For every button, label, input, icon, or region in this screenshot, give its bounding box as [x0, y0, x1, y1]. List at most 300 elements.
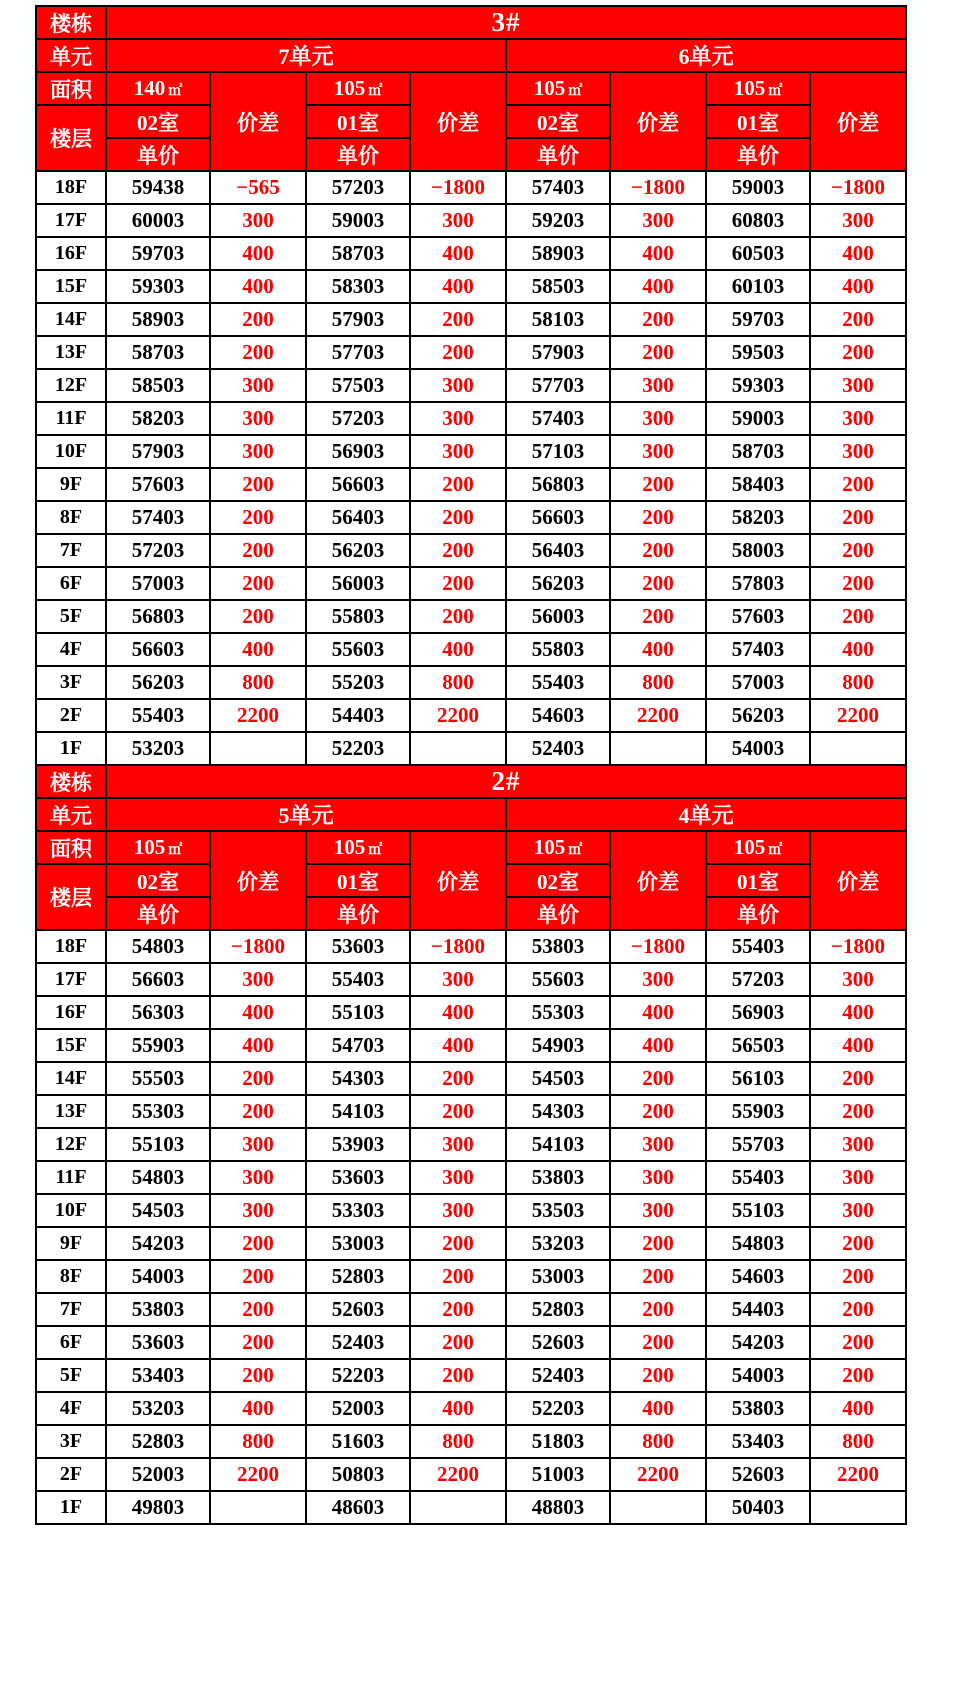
- diff-cell: [810, 732, 906, 765]
- diff-cell: 200: [810, 1095, 906, 1128]
- diff-cell: [810, 1491, 906, 1524]
- table-row: [36, 996, 906, 1029]
- diff-cell: [610, 732, 706, 765]
- price-cell: 52603: [306, 1293, 410, 1326]
- price-cell: 58903: [106, 303, 210, 336]
- floor-cell: 17F: [36, 204, 106, 237]
- price-cell: 55603: [306, 633, 410, 666]
- price-cell: 53203: [106, 1392, 210, 1425]
- diff-cell: 300: [810, 435, 906, 468]
- price-cell: 50803: [306, 1458, 410, 1491]
- table-row: [36, 369, 906, 402]
- price-diff-header-cell: 价差: [210, 72, 306, 171]
- diff-cell: 200: [610, 1293, 706, 1326]
- price-cell: 52803: [306, 1260, 410, 1293]
- price-cell: 52403: [306, 1326, 410, 1359]
- price-cell: 58503: [506, 270, 610, 303]
- unit-header-row: [36, 39, 906, 72]
- price-cell: 53803: [106, 1293, 210, 1326]
- diff-cell: 400: [410, 633, 506, 666]
- floor-cell: 5F: [36, 1359, 106, 1392]
- diff-cell: 200: [810, 1062, 906, 1095]
- price-cell: 56903: [306, 435, 410, 468]
- room-number-cell: 02室: [506, 864, 610, 897]
- price-cell: 53203: [106, 732, 210, 765]
- price-cell: 55803: [306, 600, 410, 633]
- price-cell: 55703: [706, 1128, 810, 1161]
- price-cell: 53903: [306, 1128, 410, 1161]
- floor-cell: 1F: [36, 732, 106, 765]
- price-cell: 56603: [106, 633, 210, 666]
- diff-cell: 200: [810, 1260, 906, 1293]
- diff-cell: 200: [410, 1062, 506, 1095]
- price-cell: 56503: [706, 1029, 810, 1062]
- unit-price-label-cell: 单价: [706, 897, 810, 930]
- price-cell: 54703: [306, 1029, 410, 1062]
- diff-cell: 800: [210, 666, 306, 699]
- diff-cell: 300: [210, 204, 306, 237]
- price-cell: 57903: [506, 336, 610, 369]
- diff-cell: 400: [410, 1029, 506, 1062]
- diff-cell: 200: [210, 303, 306, 336]
- price-cell: 54303: [506, 1095, 610, 1128]
- diff-cell: 300: [210, 1161, 306, 1194]
- price-cell: 56403: [506, 534, 610, 567]
- price-cell: 60503: [706, 237, 810, 270]
- price-cell: 52003: [106, 1458, 210, 1491]
- price-diff-header-cell: 价差: [810, 831, 906, 930]
- diff-cell: 2200: [810, 699, 906, 732]
- floor-label-cell: 楼层: [36, 864, 106, 930]
- diff-cell: 200: [210, 1260, 306, 1293]
- price-cell: 56603: [306, 468, 410, 501]
- table-row: [36, 963, 906, 996]
- unit-price-label-cell: 单价: [106, 897, 210, 930]
- diff-cell: −1800: [410, 930, 506, 963]
- diff-cell: 2200: [210, 1458, 306, 1491]
- room-number-cell: 01室: [706, 105, 810, 138]
- price-cell: 48803: [506, 1491, 610, 1524]
- diff-cell: 300: [610, 1128, 706, 1161]
- diff-cell: 200: [210, 1227, 306, 1260]
- price-cell: 58303: [306, 270, 410, 303]
- price-cell: 59303: [106, 270, 210, 303]
- table-row: [36, 435, 906, 468]
- diff-cell: 200: [410, 1326, 506, 1359]
- diff-cell: 200: [210, 1326, 306, 1359]
- diff-cell: 400: [610, 633, 706, 666]
- floor-cell: 2F: [36, 699, 106, 732]
- area-header-row: [36, 831, 906, 864]
- diff-cell: 200: [410, 567, 506, 600]
- diff-cell: 200: [410, 1260, 506, 1293]
- floor-cell: 18F: [36, 930, 106, 963]
- price-cell: 52403: [506, 1359, 610, 1392]
- unit-label-cell: 单元: [36, 798, 106, 831]
- area-value: 105: [333, 76, 366, 100]
- building-header-row: [36, 765, 906, 798]
- diff-cell: 200: [210, 336, 306, 369]
- price-cell: 56203: [706, 699, 810, 732]
- price-cell: 58703: [706, 435, 810, 468]
- price-cell: 56303: [106, 996, 210, 1029]
- diff-cell: 800: [210, 1425, 306, 1458]
- price-cell: 56003: [506, 600, 610, 633]
- diff-cell: 400: [410, 996, 506, 1029]
- area-value-cell: [706, 831, 810, 864]
- price-cell: 53203: [506, 1227, 610, 1260]
- diff-cell: 400: [210, 237, 306, 270]
- price-diff-header-cell: 价差: [210, 831, 306, 930]
- price-cell: 55403: [106, 699, 210, 732]
- floor-cell: 7F: [36, 534, 106, 567]
- price-cell: 56203: [106, 666, 210, 699]
- unit-price-label-cell: 单价: [106, 138, 210, 171]
- diff-cell: 800: [610, 1425, 706, 1458]
- unit-price-label-cell: 单价: [306, 897, 410, 930]
- price-cell: 53603: [306, 1161, 410, 1194]
- table-row: [36, 336, 906, 369]
- price-cell: 51603: [306, 1425, 410, 1458]
- price-table: [35, 5, 907, 1525]
- floor-cell: 10F: [36, 1194, 106, 1227]
- table-row: [36, 270, 906, 303]
- unit-price-label-cell: 单价: [706, 138, 810, 171]
- diff-cell: −1800: [210, 930, 306, 963]
- diff-cell: 400: [810, 1392, 906, 1425]
- price-cell: 57403: [706, 633, 810, 666]
- floor-cell: 9F: [36, 1227, 106, 1260]
- diff-cell: −565: [210, 171, 306, 204]
- diff-cell: 300: [210, 1128, 306, 1161]
- price-cell: 58103: [506, 303, 610, 336]
- diff-cell: 400: [810, 633, 906, 666]
- price-cell: 54003: [706, 732, 810, 765]
- price-cell: 55303: [106, 1095, 210, 1128]
- diff-cell: 200: [410, 1359, 506, 1392]
- price-cell: 52403: [506, 732, 610, 765]
- diff-cell: −1800: [810, 171, 906, 204]
- floor-cell: 17F: [36, 963, 106, 996]
- diff-cell: [210, 1491, 306, 1524]
- price-cell: 55403: [306, 963, 410, 996]
- price-cell: 53403: [706, 1425, 810, 1458]
- price-cell: 55103: [306, 996, 410, 1029]
- diff-cell: 200: [210, 1359, 306, 1392]
- unit-name-cell: 6单元: [506, 39, 906, 72]
- floor-cell: 11F: [36, 402, 106, 435]
- price-cell: 53603: [106, 1326, 210, 1359]
- diff-cell: 200: [610, 468, 706, 501]
- table-row: [36, 204, 906, 237]
- diff-cell: 300: [210, 963, 306, 996]
- area-label-cell: 面积: [36, 72, 106, 105]
- area-value: 105: [733, 76, 766, 100]
- price-cell: 57703: [306, 336, 410, 369]
- diff-cell: 300: [610, 1194, 706, 1227]
- diff-cell: 200: [810, 534, 906, 567]
- table-row: [36, 1491, 906, 1524]
- price-diff-header-cell: 价差: [610, 72, 706, 171]
- price-cell: 52203: [306, 1359, 410, 1392]
- floor-cell: 11F: [36, 1161, 106, 1194]
- price-cell: 52603: [506, 1326, 610, 1359]
- diff-cell: 200: [210, 1095, 306, 1128]
- price-cell: 56603: [506, 501, 610, 534]
- area-value-cell: [506, 831, 610, 864]
- price-cell: 54503: [106, 1194, 210, 1227]
- diff-cell: 200: [410, 468, 506, 501]
- price-cell: 56803: [506, 468, 610, 501]
- diff-cell: 300: [610, 435, 706, 468]
- diff-cell: 400: [810, 996, 906, 1029]
- diff-cell: 300: [610, 369, 706, 402]
- price-cell: 54403: [306, 699, 410, 732]
- price-cell: 55903: [706, 1095, 810, 1128]
- price-cell: 55403: [706, 930, 810, 963]
- diff-cell: 400: [810, 270, 906, 303]
- diff-cell: 400: [610, 1029, 706, 1062]
- floor-cell: 3F: [36, 666, 106, 699]
- price-cell: 55403: [506, 666, 610, 699]
- area-value-cell: [506, 72, 610, 105]
- diff-cell: 800: [410, 1425, 506, 1458]
- area-value-cell: [106, 72, 210, 105]
- table-row: [36, 1194, 906, 1227]
- price-cell: 52203: [306, 732, 410, 765]
- price-cell: 58703: [306, 237, 410, 270]
- price-cell: 52003: [306, 1392, 410, 1425]
- unit-price-label-cell: 单价: [506, 138, 610, 171]
- diff-cell: 2200: [810, 1458, 906, 1491]
- price-cell: 57403: [506, 402, 610, 435]
- diff-cell: 400: [810, 1029, 906, 1062]
- floor-cell: 8F: [36, 1260, 106, 1293]
- price-cell: 55503: [106, 1062, 210, 1095]
- price-cell: 56203: [506, 567, 610, 600]
- floor-cell: 8F: [36, 501, 106, 534]
- price-cell: 59203: [506, 204, 610, 237]
- diff-cell: 200: [810, 1293, 906, 1326]
- diff-cell: 200: [610, 1227, 706, 1260]
- table-row: [36, 1227, 906, 1260]
- price-cell: 55203: [306, 666, 410, 699]
- diff-cell: 400: [810, 237, 906, 270]
- diff-cell: 400: [210, 633, 306, 666]
- floor-cell: 16F: [36, 996, 106, 1029]
- price-cell: 57803: [706, 567, 810, 600]
- price-cell: 51003: [506, 1458, 610, 1491]
- price-cell: 57203: [106, 534, 210, 567]
- diff-cell: −1800: [410, 171, 506, 204]
- diff-cell: [210, 732, 306, 765]
- diff-cell: 300: [810, 204, 906, 237]
- diff-cell: 300: [810, 1128, 906, 1161]
- table-row: [36, 600, 906, 633]
- floor-cell: 4F: [36, 633, 106, 666]
- price-cell: 53003: [506, 1260, 610, 1293]
- price-cell: 56603: [106, 963, 210, 996]
- sqm-unit: ㎡: [368, 843, 383, 858]
- price-cell: 58703: [106, 336, 210, 369]
- diff-cell: 2200: [210, 699, 306, 732]
- table-row: [36, 501, 906, 534]
- diff-cell: 300: [810, 402, 906, 435]
- table-row: [36, 1425, 906, 1458]
- price-cell: 54403: [706, 1293, 810, 1326]
- diff-cell: 200: [610, 1095, 706, 1128]
- price-cell: 53403: [106, 1359, 210, 1392]
- price-cell: 57003: [106, 567, 210, 600]
- price-cell: 54803: [106, 1161, 210, 1194]
- diff-cell: 300: [210, 402, 306, 435]
- diff-cell: 400: [210, 270, 306, 303]
- area-value-cell: [306, 831, 410, 864]
- table-row: [36, 732, 906, 765]
- price-cell: 56103: [706, 1062, 810, 1095]
- building-label-cell: 楼栋: [36, 765, 106, 798]
- room-number-cell: 01室: [306, 105, 410, 138]
- floor-cell: 2F: [36, 1458, 106, 1491]
- room-number-cell: 02室: [106, 864, 210, 897]
- price-cell: 56003: [306, 567, 410, 600]
- diff-cell: 200: [210, 501, 306, 534]
- diff-cell: 200: [810, 600, 906, 633]
- diff-cell: 200: [610, 1326, 706, 1359]
- building-header-row: [36, 6, 906, 39]
- diff-cell: 2200: [410, 699, 506, 732]
- price-cell: 55103: [106, 1128, 210, 1161]
- diff-cell: −1800: [610, 930, 706, 963]
- price-cell: 55803: [506, 633, 610, 666]
- diff-cell: 300: [810, 1194, 906, 1227]
- price-cell: 54103: [506, 1128, 610, 1161]
- price-cell: 59703: [706, 303, 810, 336]
- diff-cell: 300: [410, 1161, 506, 1194]
- diff-cell: 300: [810, 1161, 906, 1194]
- table-row: [36, 1029, 906, 1062]
- unit-name-cell: 5单元: [106, 798, 506, 831]
- diff-cell: 200: [410, 1095, 506, 1128]
- sqm-unit: ㎡: [568, 843, 583, 858]
- price-cell: 59703: [106, 237, 210, 270]
- floor-cell: 14F: [36, 303, 106, 336]
- price-cell: 52203: [506, 1392, 610, 1425]
- diff-cell: 200: [210, 468, 306, 501]
- price-cell: 51803: [506, 1425, 610, 1458]
- floor-cell: 5F: [36, 600, 106, 633]
- diff-cell: 400: [610, 237, 706, 270]
- diff-cell: 400: [610, 1392, 706, 1425]
- diff-cell: 200: [610, 501, 706, 534]
- diff-cell: 300: [210, 369, 306, 402]
- area-label-cell: 面积: [36, 831, 106, 864]
- table-row: [36, 1458, 906, 1491]
- diff-cell: 300: [410, 204, 506, 237]
- price-cell: 59303: [706, 369, 810, 402]
- diff-cell: 400: [410, 1392, 506, 1425]
- price-cell: 57903: [306, 303, 410, 336]
- price-cell: 56903: [706, 996, 810, 1029]
- price-cell: 52803: [106, 1425, 210, 1458]
- price-cell: 52603: [706, 1458, 810, 1491]
- price-cell: 54903: [506, 1029, 610, 1062]
- price-cell: 57203: [306, 171, 410, 204]
- room-number-cell: 02室: [506, 105, 610, 138]
- diff-cell: 2200: [610, 1458, 706, 1491]
- price-cell: 54203: [106, 1227, 210, 1260]
- floor-cell: 4F: [36, 1392, 106, 1425]
- table-row: [36, 171, 906, 204]
- diff-cell: 300: [810, 369, 906, 402]
- diff-cell: 400: [210, 996, 306, 1029]
- price-cell: 57203: [706, 963, 810, 996]
- diff-cell: 200: [210, 1293, 306, 1326]
- area-header-row: [36, 72, 906, 105]
- diff-cell: 200: [210, 567, 306, 600]
- price-cell: 59503: [706, 336, 810, 369]
- price-diff-header-cell: 价差: [610, 831, 706, 930]
- price-cell: 55103: [706, 1194, 810, 1227]
- floor-label-cell: 楼层: [36, 105, 106, 171]
- floor-cell: 10F: [36, 435, 106, 468]
- table-row: [36, 1260, 906, 1293]
- diff-cell: 300: [410, 435, 506, 468]
- room-number-cell: 01室: [706, 864, 810, 897]
- table-row: [36, 1161, 906, 1194]
- area-value: 105: [533, 835, 566, 859]
- area-value: 105: [533, 76, 566, 100]
- area-value-cell: [106, 831, 210, 864]
- price-cell: 53803: [706, 1392, 810, 1425]
- floor-cell: 15F: [36, 1029, 106, 1062]
- unit-price-label-cell: 单价: [506, 897, 610, 930]
- diff-cell: 200: [410, 303, 506, 336]
- price-cell: 57003: [706, 666, 810, 699]
- floor-cell: 7F: [36, 1293, 106, 1326]
- price-cell: 53603: [306, 930, 410, 963]
- diff-cell: 200: [410, 501, 506, 534]
- price-cell: 59003: [706, 402, 810, 435]
- unit-header-row: [36, 798, 906, 831]
- price-cell: 57703: [506, 369, 610, 402]
- price-cell: 57603: [106, 468, 210, 501]
- diff-cell: 300: [610, 963, 706, 996]
- floor-cell: 9F: [36, 468, 106, 501]
- price-cell: 60103: [706, 270, 810, 303]
- floor-cell: 13F: [36, 336, 106, 369]
- diff-cell: 300: [210, 1194, 306, 1227]
- price-cell: 57203: [306, 402, 410, 435]
- diff-cell: [410, 732, 506, 765]
- diff-cell: 300: [410, 1128, 506, 1161]
- price-cell: 59003: [306, 204, 410, 237]
- price-cell: 54203: [706, 1326, 810, 1359]
- price-cell: 54003: [706, 1359, 810, 1392]
- price-cell: 60003: [106, 204, 210, 237]
- diff-cell: 200: [810, 1227, 906, 1260]
- diff-cell: 300: [810, 963, 906, 996]
- floor-cell: 3F: [36, 1425, 106, 1458]
- diff-cell: 200: [410, 600, 506, 633]
- diff-cell: 800: [810, 1425, 906, 1458]
- price-cell: 53803: [506, 1161, 610, 1194]
- diff-cell: 300: [610, 402, 706, 435]
- price-table-container: [35, 5, 978, 1525]
- floor-cell: 12F: [36, 1128, 106, 1161]
- diff-cell: 300: [410, 402, 506, 435]
- price-cell: 55303: [506, 996, 610, 1029]
